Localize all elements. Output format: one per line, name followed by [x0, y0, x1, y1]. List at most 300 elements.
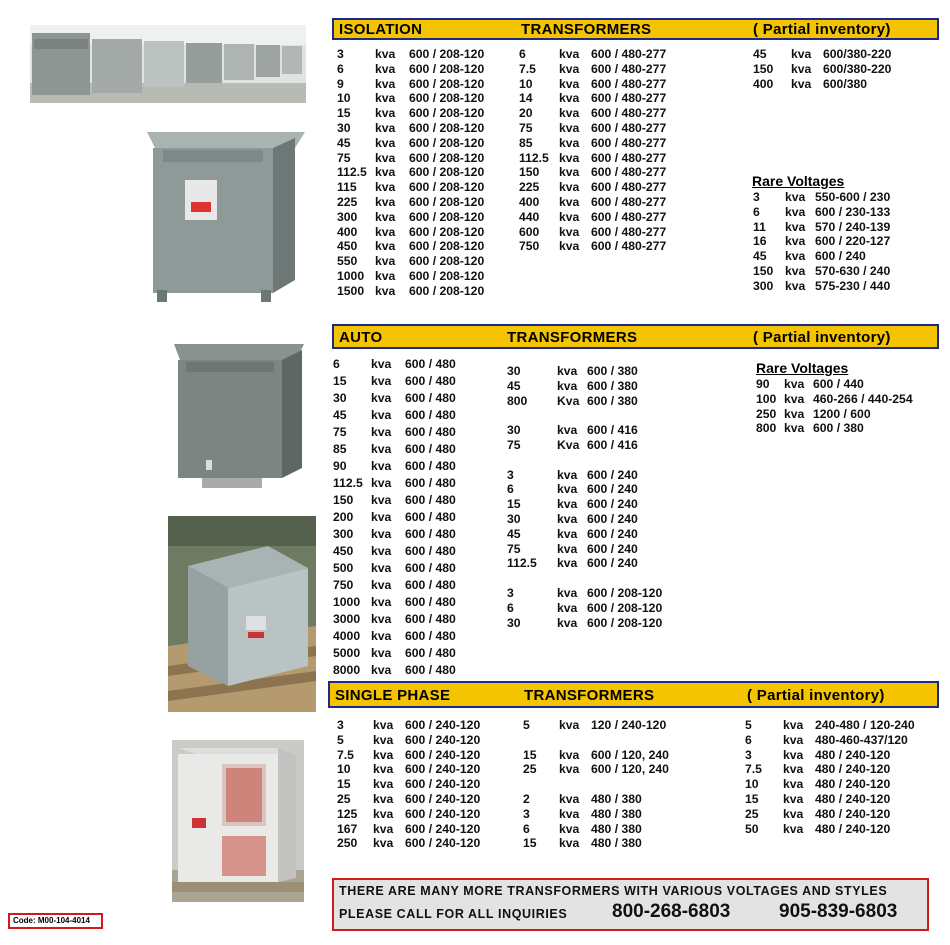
inventory-row [337, 733, 517, 748]
inventory-voltage: 600 / 208-120 [587, 585, 663, 600]
inventory-row [745, 822, 935, 837]
inventory-size: 85 [519, 135, 533, 150]
inventory-row [337, 836, 517, 851]
inventory-row [519, 121, 699, 136]
inventory-size: 750 [519, 239, 540, 254]
inventory-row [337, 792, 517, 807]
inventory-row [337, 269, 517, 284]
phone-number-2[interactable]: 905-839-6803 [779, 901, 898, 922]
inventory-unit: kva [791, 61, 812, 76]
inventory-row [753, 47, 933, 62]
inventory-size: 10 [745, 777, 759, 792]
inventory-row [507, 601, 687, 616]
isolation-rare-voltages-title: Rare Voltages [752, 173, 845, 189]
inventory-voltage: 600 / 440 [813, 377, 864, 391]
inventory-size: 45 [337, 135, 351, 150]
inventory-voltage: 600 / 480 [405, 425, 456, 439]
inventory-row [507, 364, 687, 379]
isolation-transformers-label: TRANSFORMERS [521, 21, 652, 38]
inventory-voltage: 600 / 208-120 [409, 106, 485, 121]
inventory-size: 150 [753, 61, 774, 76]
single-phase-partial-label: ( Partial inventory) [747, 687, 885, 704]
inventory-size: 750 [333, 578, 354, 592]
inventory-unit: kva [559, 135, 580, 150]
inventory-unit: kva [785, 219, 806, 234]
inventory-size: 75 [519, 120, 533, 135]
inventory-size: 30 [507, 615, 521, 630]
inventory-voltage: 600 / 120, 240 [591, 762, 669, 777]
inventory-unit: kva [783, 806, 804, 821]
inventory-size: 45 [753, 47, 767, 61]
inventory-size: 15 [337, 777, 351, 792]
isolation-list-1 [337, 47, 517, 299]
inventory-voltage: 600 / 240-120 [405, 821, 481, 836]
inventory-voltage: 480 / 240-120 [815, 762, 891, 777]
inventory-row [337, 718, 517, 733]
inventory-size: 10 [337, 762, 351, 777]
inventory-row [753, 205, 938, 220]
inventory-size: 1500 [337, 283, 365, 298]
inventory-unit: kva [371, 595, 392, 609]
inventory-size: 500 [333, 561, 354, 575]
inventory-row [333, 373, 498, 390]
inventory-row [519, 165, 699, 180]
inventory-size: 45 [507, 378, 521, 393]
inventory-voltage: 600 / 240-120 [405, 836, 481, 851]
inventory-voltage: 600 / 480-277 [591, 224, 667, 239]
inventory-row [519, 210, 699, 225]
inventory-voltage: 480 / 380 [591, 791, 642, 806]
inventory-voltage: 550-600 / 230 [815, 190, 891, 204]
inventory-row [333, 662, 498, 679]
inventory-row [333, 390, 498, 407]
inventory-size: 100 [756, 391, 777, 406]
auto-list-1 [333, 356, 498, 679]
inventory-size: 6 [507, 482, 514, 497]
inventory-row [745, 792, 935, 807]
inventory-voltage: 480 / 240-120 [815, 806, 891, 821]
inventory-voltage: 480 / 240-120 [815, 791, 891, 806]
inventory-unit: kva [559, 165, 580, 180]
inventory-unit: kva [559, 791, 580, 806]
inventory-row [333, 560, 498, 577]
inventory-size: 2 [523, 791, 530, 806]
inventory-row [507, 379, 687, 394]
inventory-unit: kva [371, 544, 392, 558]
inventory-size: 15 [337, 106, 351, 121]
inventory-size: 75 [507, 437, 521, 452]
inventory-voltage: 600 / 480-277 [591, 106, 667, 121]
inventory-size: 10 [337, 91, 351, 106]
inventory-row [745, 777, 935, 792]
inventory-size: 3 [337, 47, 344, 61]
inventory-row [519, 225, 699, 240]
inventory-unit: kva [375, 268, 396, 283]
inventory-unit: kva [559, 106, 580, 121]
inventory-unit: kva [373, 791, 394, 806]
inventory-row [507, 394, 687, 409]
inventory-row [519, 136, 699, 151]
inventory-unit: kva [375, 180, 396, 195]
inventory-size: 90 [756, 377, 770, 391]
inventory-size: 30 [507, 423, 521, 438]
inventory-size: 5 [337, 732, 344, 747]
inventory-row [519, 62, 699, 77]
inventory-row [519, 195, 699, 210]
inventory-voltage: 600 / 480-277 [591, 47, 667, 61]
inventory-size: 6 [337, 61, 344, 76]
inventory-row [333, 407, 498, 424]
inventory-voltage: 600 / 480 [405, 357, 456, 371]
inventory-voltage: 600 / 230-133 [815, 204, 891, 219]
inventory-unit: kva [375, 283, 396, 298]
inventory-voltage: 600 / 208-120 [409, 150, 485, 165]
inventory-size: 6 [519, 47, 526, 61]
inventory-unit: kva [375, 254, 396, 269]
inventory-size: 30 [337, 120, 351, 135]
inventory-unit: kva [375, 47, 396, 61]
inventory-size: 250 [337, 836, 358, 851]
inventory-voltage: 600 / 480-277 [591, 239, 667, 254]
inventory-size: 150 [753, 263, 774, 278]
inventory-voltage: 570-630 / 240 [815, 263, 891, 278]
inventory-voltage: 600 / 480 [405, 510, 456, 524]
inventory-unit: kva [371, 476, 392, 490]
inventory-unit: kva [375, 209, 396, 224]
inventory-unit: kva [784, 391, 805, 406]
inventory-unit: kva [785, 204, 806, 219]
inventory-unit: kva [371, 629, 392, 643]
inventory-unit: kva [375, 91, 396, 106]
inventory-size: 25 [523, 762, 537, 777]
inventory-size: 115 [337, 180, 357, 195]
inventory-unit: kva [375, 106, 396, 121]
inventory-size: 30 [507, 364, 521, 378]
inventory-row [523, 718, 713, 733]
inventory-size: 50 [745, 821, 759, 836]
inventory-row [333, 543, 498, 560]
inventory-voltage: 600 / 240-120 [405, 806, 481, 821]
inventory-size: 300 [337, 209, 358, 224]
inventory-unit: kva [373, 777, 394, 792]
inventory-voltage: 600 / 208-120 [587, 600, 663, 615]
inventory-unit: kva [559, 209, 580, 224]
inventory-voltage: 600 / 380 [587, 378, 638, 393]
inventory-row [507, 542, 687, 557]
inventory-voltage: 600 / 480 [405, 459, 456, 473]
isolation-title: ISOLATION [339, 21, 423, 38]
inventory-unit: kva [557, 364, 578, 378]
inventory-size: 150 [333, 493, 354, 507]
inventory-size: 75 [507, 541, 521, 556]
inventory-size: 150 [519, 165, 540, 180]
inventory-voltage: 600 / 480 [405, 374, 456, 388]
phone-number-1[interactable]: 800-268-6803 [612, 901, 731, 922]
inventory-row [519, 47, 699, 62]
inventory-size: 300 [333, 527, 354, 541]
footer-call-text: PLEASE CALL FOR ALL INQUIRIES [339, 907, 568, 921]
inventory-size: 1000 [333, 595, 361, 609]
inventory-size: 15 [523, 836, 537, 851]
inventory-voltage: 600 / 480-277 [591, 194, 667, 209]
footer-more-transformers-text: THERE ARE MANY MORE TRANSFORMERS WITH VARIOUS VOLTAGES AND STYLES [339, 884, 888, 898]
inventory-unit: kva [371, 374, 392, 388]
inventory-voltage: 600 / 480 [405, 561, 456, 575]
inventory-row [507, 423, 687, 438]
inventory-row [337, 777, 517, 792]
inventory-size: 3 [507, 585, 514, 600]
inventory-size: 550 [337, 254, 358, 269]
inventory-voltage: 600 / 240 [587, 497, 638, 512]
inventory-unit: kva [559, 194, 580, 209]
inventory-voltage: 600 / 208-120 [409, 76, 485, 91]
inventory-row [523, 822, 713, 837]
inventory-row [519, 106, 699, 121]
inventory-voltage: 600 / 480 [405, 646, 456, 660]
inventory-unit: kva [371, 493, 392, 507]
inventory-row [337, 151, 517, 166]
inventory-row [519, 180, 699, 195]
inventory-unit: kva [557, 467, 578, 482]
inventory-voltage: 600 / 208-120 [409, 120, 485, 135]
inventory-size: 15 [507, 497, 521, 512]
inventory-size: 5000 [333, 646, 361, 660]
auto-rare-voltages-list [756, 377, 941, 436]
inventory-unit: kva [375, 224, 396, 239]
inventory-voltage: 600 / 416 [587, 423, 638, 438]
inventory-row [753, 279, 938, 294]
inventory-voltage: 575-230 / 440 [815, 278, 891, 293]
inventory-unit: kva [557, 585, 578, 600]
inventory-voltage: 600 / 480-277 [591, 135, 667, 150]
inventory-size: 200 [333, 510, 354, 524]
inventory-size: 20 [519, 106, 533, 121]
inventory-row [507, 616, 687, 631]
inventory-row [337, 136, 517, 151]
inventory-voltage: 600 / 480-277 [591, 165, 667, 180]
inventory-voltage: 600 / 240-120 [405, 732, 481, 747]
inventory-size: 14 [519, 91, 533, 106]
inventory-row [523, 836, 713, 851]
inventory-unit: kva [559, 762, 580, 777]
inventory-row [333, 577, 498, 594]
inventory-unit: kva [783, 747, 804, 762]
inventory-row [337, 762, 517, 777]
inventory-unit: kva [371, 561, 392, 575]
inventory-size: 450 [337, 239, 358, 254]
inventory-unit: kva [557, 423, 578, 438]
inventory-unit: kva [559, 47, 580, 61]
inventory-size: 1000 [337, 268, 365, 283]
auto-title: AUTO [339, 329, 383, 346]
inventory-voltage: 600 / 480 [405, 527, 456, 541]
inventory-size: 5 [745, 718, 752, 732]
inventory-unit: kva [373, 762, 394, 777]
inventory-row [745, 718, 935, 733]
inventory-row [507, 453, 687, 468]
inventory-unit: kva [371, 527, 392, 541]
inventory-unit: kva [559, 76, 580, 91]
inventory-size: 6 [745, 732, 752, 747]
inventory-voltage: 600 / 480 [405, 408, 456, 422]
inventory-size: 7.5 [745, 762, 762, 777]
inventory-unit: kva [559, 224, 580, 239]
inventory-unit: kva [557, 541, 578, 556]
inventory-voltage: 600 / 480-277 [591, 61, 667, 76]
inventory-row [333, 492, 498, 509]
inventory-size: 10 [519, 76, 533, 91]
inventory-size: 440 [519, 209, 540, 224]
inventory-size: 112.5 [519, 150, 549, 165]
inventory-size: 45 [753, 249, 767, 264]
inventory-size: 400 [337, 224, 358, 239]
inventory-size: 7.5 [519, 61, 536, 76]
inventory-row [337, 47, 517, 62]
auto-partial-label: ( Partial inventory) [753, 329, 891, 346]
inventory-voltage: 600 / 208-120 [409, 224, 485, 239]
inventory-voltage: 600 / 480 [405, 663, 456, 677]
inventory-row [507, 482, 687, 497]
inventory-row [756, 377, 941, 392]
inventory-row [333, 526, 498, 543]
inventory-size: 4000 [333, 629, 361, 643]
auto-banner [332, 324, 939, 349]
inventory-unit: kva [791, 76, 812, 91]
inventory-size: 3 [745, 747, 752, 762]
single-phase-list-2 [523, 718, 713, 851]
inventory-row [507, 512, 687, 527]
product-code: Code: M00-104-4014 [8, 913, 103, 929]
inventory-size: 5 [523, 718, 530, 732]
inventory-voltage: 600 / 240 [815, 249, 866, 264]
inventory-voltage: 120 / 240-120 [591, 718, 667, 732]
inventory-row [507, 527, 687, 542]
inventory-unit: kva [785, 234, 806, 249]
inventory-voltage: 600 / 208-120 [587, 615, 663, 630]
isolation-rare-voltages-list [753, 190, 938, 294]
inventory-voltage: 600 / 208-120 [409, 194, 485, 209]
inventory-size: 225 [337, 194, 358, 209]
inventory-size: 3000 [333, 612, 361, 626]
inventory-size: 9 [337, 76, 344, 91]
inventory-voltage: 600 / 380 [587, 364, 638, 378]
isolation-list-3 [753, 47, 933, 91]
inventory-row [337, 180, 517, 195]
inventory-unit: kva [375, 135, 396, 150]
inventory-row [523, 762, 713, 777]
single-phase-list-1 [337, 718, 517, 851]
inventory-row [745, 807, 935, 822]
inventory-unit: kva [375, 239, 396, 254]
inventory-row [337, 77, 517, 92]
inventory-voltage: 600 / 240 [587, 467, 638, 482]
inventory-size: 112.5 [337, 165, 367, 180]
inventory-row [333, 594, 498, 611]
inventory-row [523, 807, 713, 822]
inventory-unit: kva [375, 150, 396, 165]
inventory-row [337, 195, 517, 210]
inventory-unit: kva [373, 821, 394, 836]
single-phase-banner [328, 681, 939, 708]
inventory-row [333, 356, 498, 373]
inventory-unit: kva [371, 578, 392, 592]
inventory-row [507, 571, 687, 586]
inventory-row [519, 239, 699, 254]
inventory-voltage: 600 / 120, 240 [591, 747, 669, 762]
inventory-unit: kva [559, 718, 580, 732]
inventory-row [337, 807, 517, 822]
inventory-unit: kva [371, 510, 392, 524]
inventory-size: 450 [333, 544, 354, 558]
inventory-unit: kva [557, 526, 578, 541]
inventory-row [756, 407, 941, 422]
inventory-unit: kva [559, 806, 580, 821]
inventory-voltage: 600 / 480 [405, 578, 456, 592]
inventory-row [333, 628, 498, 645]
inventory-unit: kva [785, 278, 806, 293]
inventory-voltage: 600 / 480 [405, 442, 456, 456]
inventory-unit: kva [559, 91, 580, 106]
inventory-row [337, 239, 517, 254]
inventory-size: 112.5 [507, 556, 537, 571]
inventory-voltage: 600 / 240 [587, 526, 638, 541]
inventory-size: 3 [753, 190, 760, 204]
inventory-row [507, 468, 687, 483]
inventory-unit: kva [371, 357, 392, 371]
inventory-voltage: 480 / 380 [591, 806, 642, 821]
inventory-voltage: 480 / 380 [591, 821, 642, 836]
inventory-row [337, 91, 517, 106]
inventory-size: 6 [523, 821, 530, 836]
inventory-unit: kva [783, 762, 804, 777]
inventory-unit: kva [375, 120, 396, 135]
inventory-unit: kva [371, 425, 392, 439]
inventory-row [337, 106, 517, 121]
inventory-row [523, 748, 713, 763]
inventory-row [745, 748, 935, 763]
inventory-row [337, 822, 517, 837]
inventory-size: 3 [523, 806, 530, 821]
inventory-unit: kva [559, 61, 580, 76]
inventory-voltage: 600 / 208-120 [409, 254, 485, 269]
inventory-unit: kva [783, 732, 804, 747]
inventory-voltage: 600 / 480 [405, 595, 456, 609]
inventory-unit: kva [373, 806, 394, 821]
inventory-voltage: 600 / 208-120 [409, 283, 485, 298]
inventory-size: 75 [337, 150, 351, 165]
inventory-row [753, 249, 938, 264]
inventory-row [753, 190, 938, 205]
inventory-row [333, 611, 498, 628]
inventory-voltage: 600 / 220-127 [815, 234, 891, 249]
inventory-voltage: 600 / 480-277 [591, 120, 667, 135]
inventory-unit: kva [371, 408, 392, 422]
inventory-unit: kva [559, 821, 580, 836]
inventory-size: 225 [519, 180, 540, 195]
inventory-size: 15 [333, 374, 347, 388]
inventory-size: 45 [507, 526, 521, 541]
photo-single-phase-transformer [172, 740, 304, 902]
inventory-voltage: 600 / 208-120 [409, 239, 485, 254]
inventory-voltage: 600/380-220 [823, 61, 892, 76]
inventory-row [507, 408, 687, 423]
inventory-size: 45 [333, 408, 347, 422]
inventory-voltage: 600 / 240-120 [405, 762, 481, 777]
inventory-size: 300 [753, 278, 774, 293]
inventory-unit: kva [371, 646, 392, 660]
photo-transformer-on-pallet [168, 516, 316, 712]
inventory-voltage: 600 / 208-120 [409, 268, 485, 283]
